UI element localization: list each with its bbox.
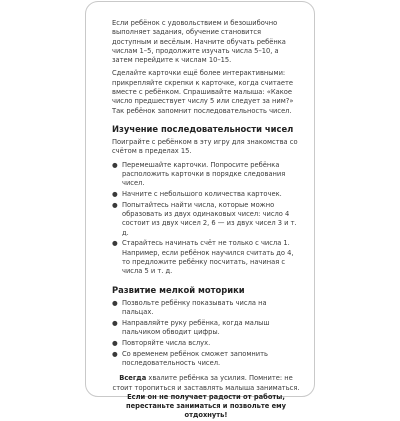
bullet-icon: ●: [112, 298, 118, 307]
bullet-icon: ●: [112, 349, 118, 358]
closing-emphasis: Если он не получает радости от работы, перестаньте заниматься и позвольте ему отдохнуть!: [126, 392, 286, 420]
bullet-list-motor-skills: [112, 299, 300, 369]
list-item: ● Направляйте руку ребёнка, когда малыш пальчиком обводит цифры.: [112, 318, 270, 337]
intro-paragraph-2: Сделайте карточки ещё более интерактивными: прикрепляйте скрепки к карточке, когда считаете вместе с ребёнком. Спрашивайте малыша: «Какое число предшествует числу 5 или следует за ним?» Так ребёнок запомнит последовательность чисел.: [112, 69, 294, 115]
instruction-card: [85, 1, 315, 420]
section-lead-sequence: Поиграйте с ребёнком в эту игру для знакомства со счётом в пределах 15.: [112, 137, 298, 156]
bullet-icon: ●: [112, 239, 118, 248]
closing-always: Всегда: [119, 374, 147, 383]
closing-praise: хвалите ребёнка за усилия. Помните: не стоит торопиться и заставлять малыша заниматься.: [112, 374, 300, 392]
intro-paragraph-1: Если ребёнок с удовольствием и безошибочно выполняет задания, обучение становится доступным и весёлым. Начните обучать ребёнка числам 1–5, продолжите изучать числа 5–10, а затем перейдите к числам 10–15.: [112, 19, 286, 65]
list-item: ● Повторяйте числа вслух.: [112, 338, 211, 347]
bullet-icon: ●: [112, 200, 118, 209]
bullet-icon: ●: [112, 160, 118, 169]
list-item: ● Со временем ребёнок сможет запомнить последовательность чисел.: [112, 349, 268, 367]
closing-note: [112, 374, 300, 420]
bullet-icon: ●: [112, 318, 118, 327]
bullet-list-sequence: [112, 161, 300, 277]
list-item: ● Перемешайте карточки. Попросите ребёнка расположить карточки в порядке следования чисел.: [112, 160, 286, 188]
bullet-icon: ●: [112, 338, 118, 347]
section-title-motor-skills: Развитие мелкой моторики: [112, 284, 245, 295]
bullet-icon: ●: [112, 189, 118, 198]
list-item: ● Попытайтесь найти числа, которые можно образовать из двух одинаковых чисел: число 4 состоит из двух чисел 2, 6 — из двух чисел 3 и т. д.: [112, 200, 297, 237]
section-title-sequence: Изучение последовательности чисел: [112, 123, 294, 134]
list-item: ● Старайтесь начинать счёт не только с числа 1. Например, если ребёнок научился считать до 4, то предложите ребёнку посчитать, начиная с числа 5 и т. д.: [112, 239, 294, 276]
list-item: ● Позвольте ребёнку показывать числа на пальцах.: [112, 298, 267, 316]
list-item: ● Начните с небольшого количества карточек.: [112, 189, 282, 198]
